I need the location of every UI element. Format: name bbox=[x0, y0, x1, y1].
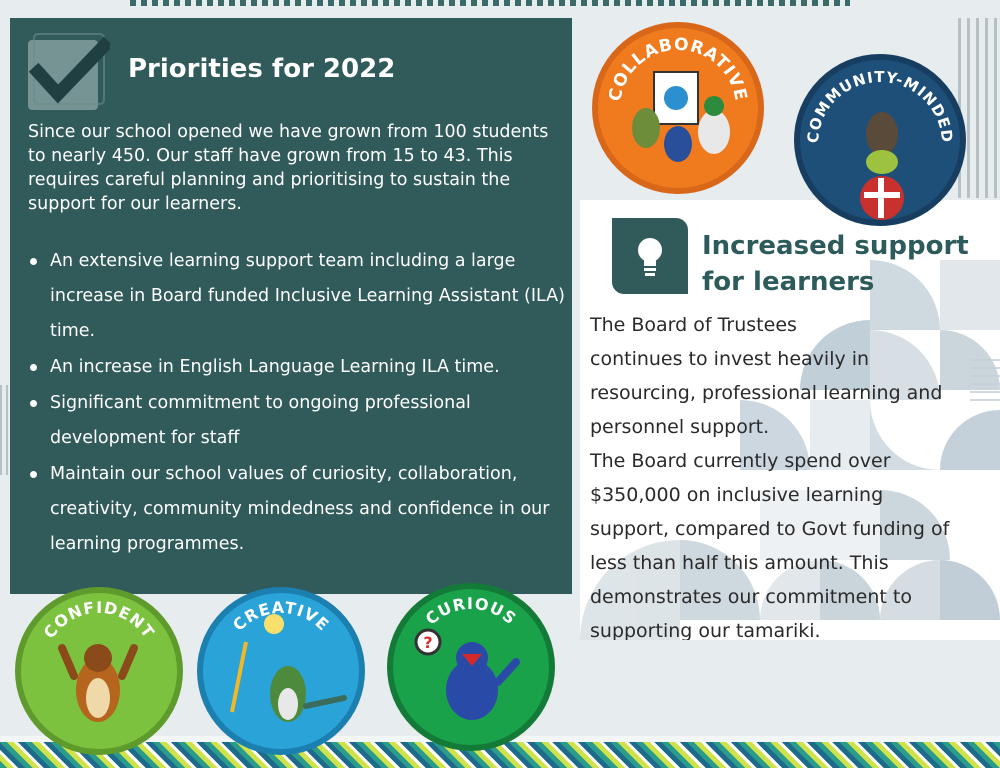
body-line: supporting our tamariki. bbox=[590, 620, 821, 640]
list-item: Maintain our school values of curiosity, collaboration, creativity, community mindedness and confidence in our learning programmes. bbox=[28, 457, 568, 562]
body-line: resourcing, professional learning and bbox=[590, 382, 943, 404]
creative-label: CREATIVE bbox=[228, 597, 334, 635]
community-minded-label: COMMUNITY-MINDED bbox=[803, 68, 957, 144]
lightbulb-icon bbox=[612, 218, 688, 294]
priorities-panel bbox=[10, 18, 572, 594]
body-line: personnel support. bbox=[590, 416, 770, 438]
support-title bbox=[702, 228, 992, 300]
collaborative-label: COLLABORATIVE bbox=[605, 34, 751, 104]
collaborative-badge bbox=[590, 20, 766, 196]
body-line: demonstrates our commitment to bbox=[590, 586, 912, 608]
priorities-intro: Since our school opened we have grown from 100 students to nearly 450. Our staff have grown from 15 to 43. This requires careful planning and prioritising to sustain the support for our learners. bbox=[28, 122, 549, 214]
confident-label: CONFIDENT bbox=[39, 597, 159, 642]
list-item: An increase in English Language Learning ILA time. bbox=[28, 350, 568, 385]
curious-label: CURIOUS bbox=[421, 593, 521, 629]
support-title-line2: for learners bbox=[702, 267, 875, 297]
support-title-line1: Increased support bbox=[702, 231, 969, 261]
priorities-list bbox=[28, 244, 568, 563]
body-line: support, compared to Govt funding of bbox=[590, 518, 950, 540]
support-panel bbox=[580, 200, 1000, 640]
body-line: $350,000 on inclusive learning bbox=[590, 484, 884, 506]
body-line: continues to invest heavily in bbox=[590, 348, 870, 370]
community-minded-badge bbox=[792, 52, 968, 228]
body-line: The Board of Trustees bbox=[590, 314, 797, 336]
svg-text:?: ? bbox=[423, 633, 433, 652]
list-item: Significant commitment to ongoing professional development for staff bbox=[28, 386, 568, 456]
support-body bbox=[590, 308, 980, 640]
curious-badge bbox=[386, 582, 556, 752]
checkmark-icon bbox=[24, 30, 110, 116]
creative-badge bbox=[196, 586, 366, 756]
list-item: An extensive learning support team including a large increase in Board funded Inclusive Learning Assistant (ILA) time. bbox=[28, 244, 568, 349]
body-line: The Board currently spend over bbox=[590, 450, 891, 472]
confident-badge bbox=[14, 586, 184, 756]
body-line: less than half this amount. This bbox=[590, 552, 889, 574]
top-dash-border bbox=[130, 0, 850, 6]
priorities-title: Priorities for 2022 bbox=[128, 54, 396, 84]
